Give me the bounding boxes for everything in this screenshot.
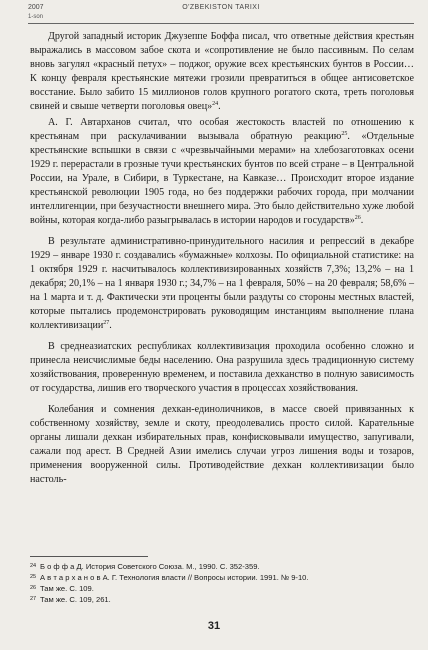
footnote-divider [30,556,148,557]
footnote-ref-27: 27 [103,320,110,326]
paragraph-1: Другой западный историк Джузеппе Боффа писал, что ответные действия крестьян выражались в массовом забое скота и «сопротивление не было пассивным. По селам вновь загулял «красный петух» – поджог, оружие всех крестьянских бунтов в России… К концу февраля крестьянские мятежи грозили превратиться в общее антисоветское восстание. Было забито 15 миллионов голов крупного рогатого скота, треть поголовья свиней и свыше четверти поголовья овец»$^{24}$. [30,31,414,112]
paragraph-2: А. Г. Автарханов считал, что особая жестокость властей по отношению к крестьянам при раскулачивании вызывала обратную реакцию$^{25}$. «Отдельные крестьянские вспышки в связи с «чрезвычайными мерами» на хлебозаготовках осени 1929 г. перерастали в грозные тучи крестьянских бунтов по всей стране – в Центральной России, на Урале, в Сибири, в Туркестане, на Кавказе… Происходит второе издание крестьянской революции 1905 года, но без поддержки рабочих города, при молчании интеллигенции, при безучастности внешнего мира. Это было действительно хуже любой войны, которая когда-либо разыгрывалась в истории народов и государств»$^{26}$. [30,117,414,226]
header-divider [28,23,414,24]
header-issue: 1-son [28,14,44,20]
footnote-27: 27 Там же. С. 109, 261. [30,595,111,604]
paragraph-5: Колебания и сомнения дехкан-единоличников, в массе своей привязанных к собственному хозяйству, земле и скоту, преодолевались просто силой. Карательные органы лишали дехкан избирательных прав, конфисковывали имущество, запугивали, сажали под арест. В Средней Азии имелись случаи угроз лишения воды и тозаров, применения вооруженной силы. Противодействие дехкан коллективизации было настоль- [30,404,414,485]
paragraph-4: В среднеазиатских республиках коллективизация проходила особенно сложно и принесла неисчислимые беды населению. Она разрушила здесь традиционную систему хозяйствования, проверенную временем, и поставила дехканство в полную зависимость от государства, лишив его творческого участия в процессах хозяйствования. [30,341,414,394]
header-year: 2007 [28,4,44,11]
footnote-ref-24: 24 [212,101,219,107]
footnote-ref-25: 25 [341,131,348,137]
page-number: 31 [207,620,221,632]
footnote-25: 25 А в т а р х а н о в А. Г. Технология власти // Вопросы истории. 1991. № 9-10. [30,573,309,582]
footnotes [30,561,414,605]
footnote-26: 26 Там же. С. 109. [30,584,94,593]
footnote-ref-26: 26 [354,215,361,221]
header-journal-title: O'ZBEKISTON TARIXI [182,4,260,11]
paragraph-3: В результате административно-принудительного насилия и репрессий в декабре 1929 – январе 1930 г. создавались «бумажные» колхозы. По официальной статистике: на 1 октября 1929 г. насчитывалось коллективизированных хозяйств 7,3%; 13,2% – на 1 декабря; 20,1% – на 1 января 1930 г.; 34,7% – на 1 февраля, 50% – на 20 февраля; 58,6% – на 1 марта и т. д. Фактически эти проценты были раздуты со стороны местных властей, которые пытались продемонстрировать руководящим инстанциям выполнение плана коллективизации$^{27}$. [30,236,415,331]
article-body [30,30,414,489]
footnote-24: 24 Б о ф ф а Д. История Советского Союза. М., 1990. С. 352-359. [30,562,260,571]
